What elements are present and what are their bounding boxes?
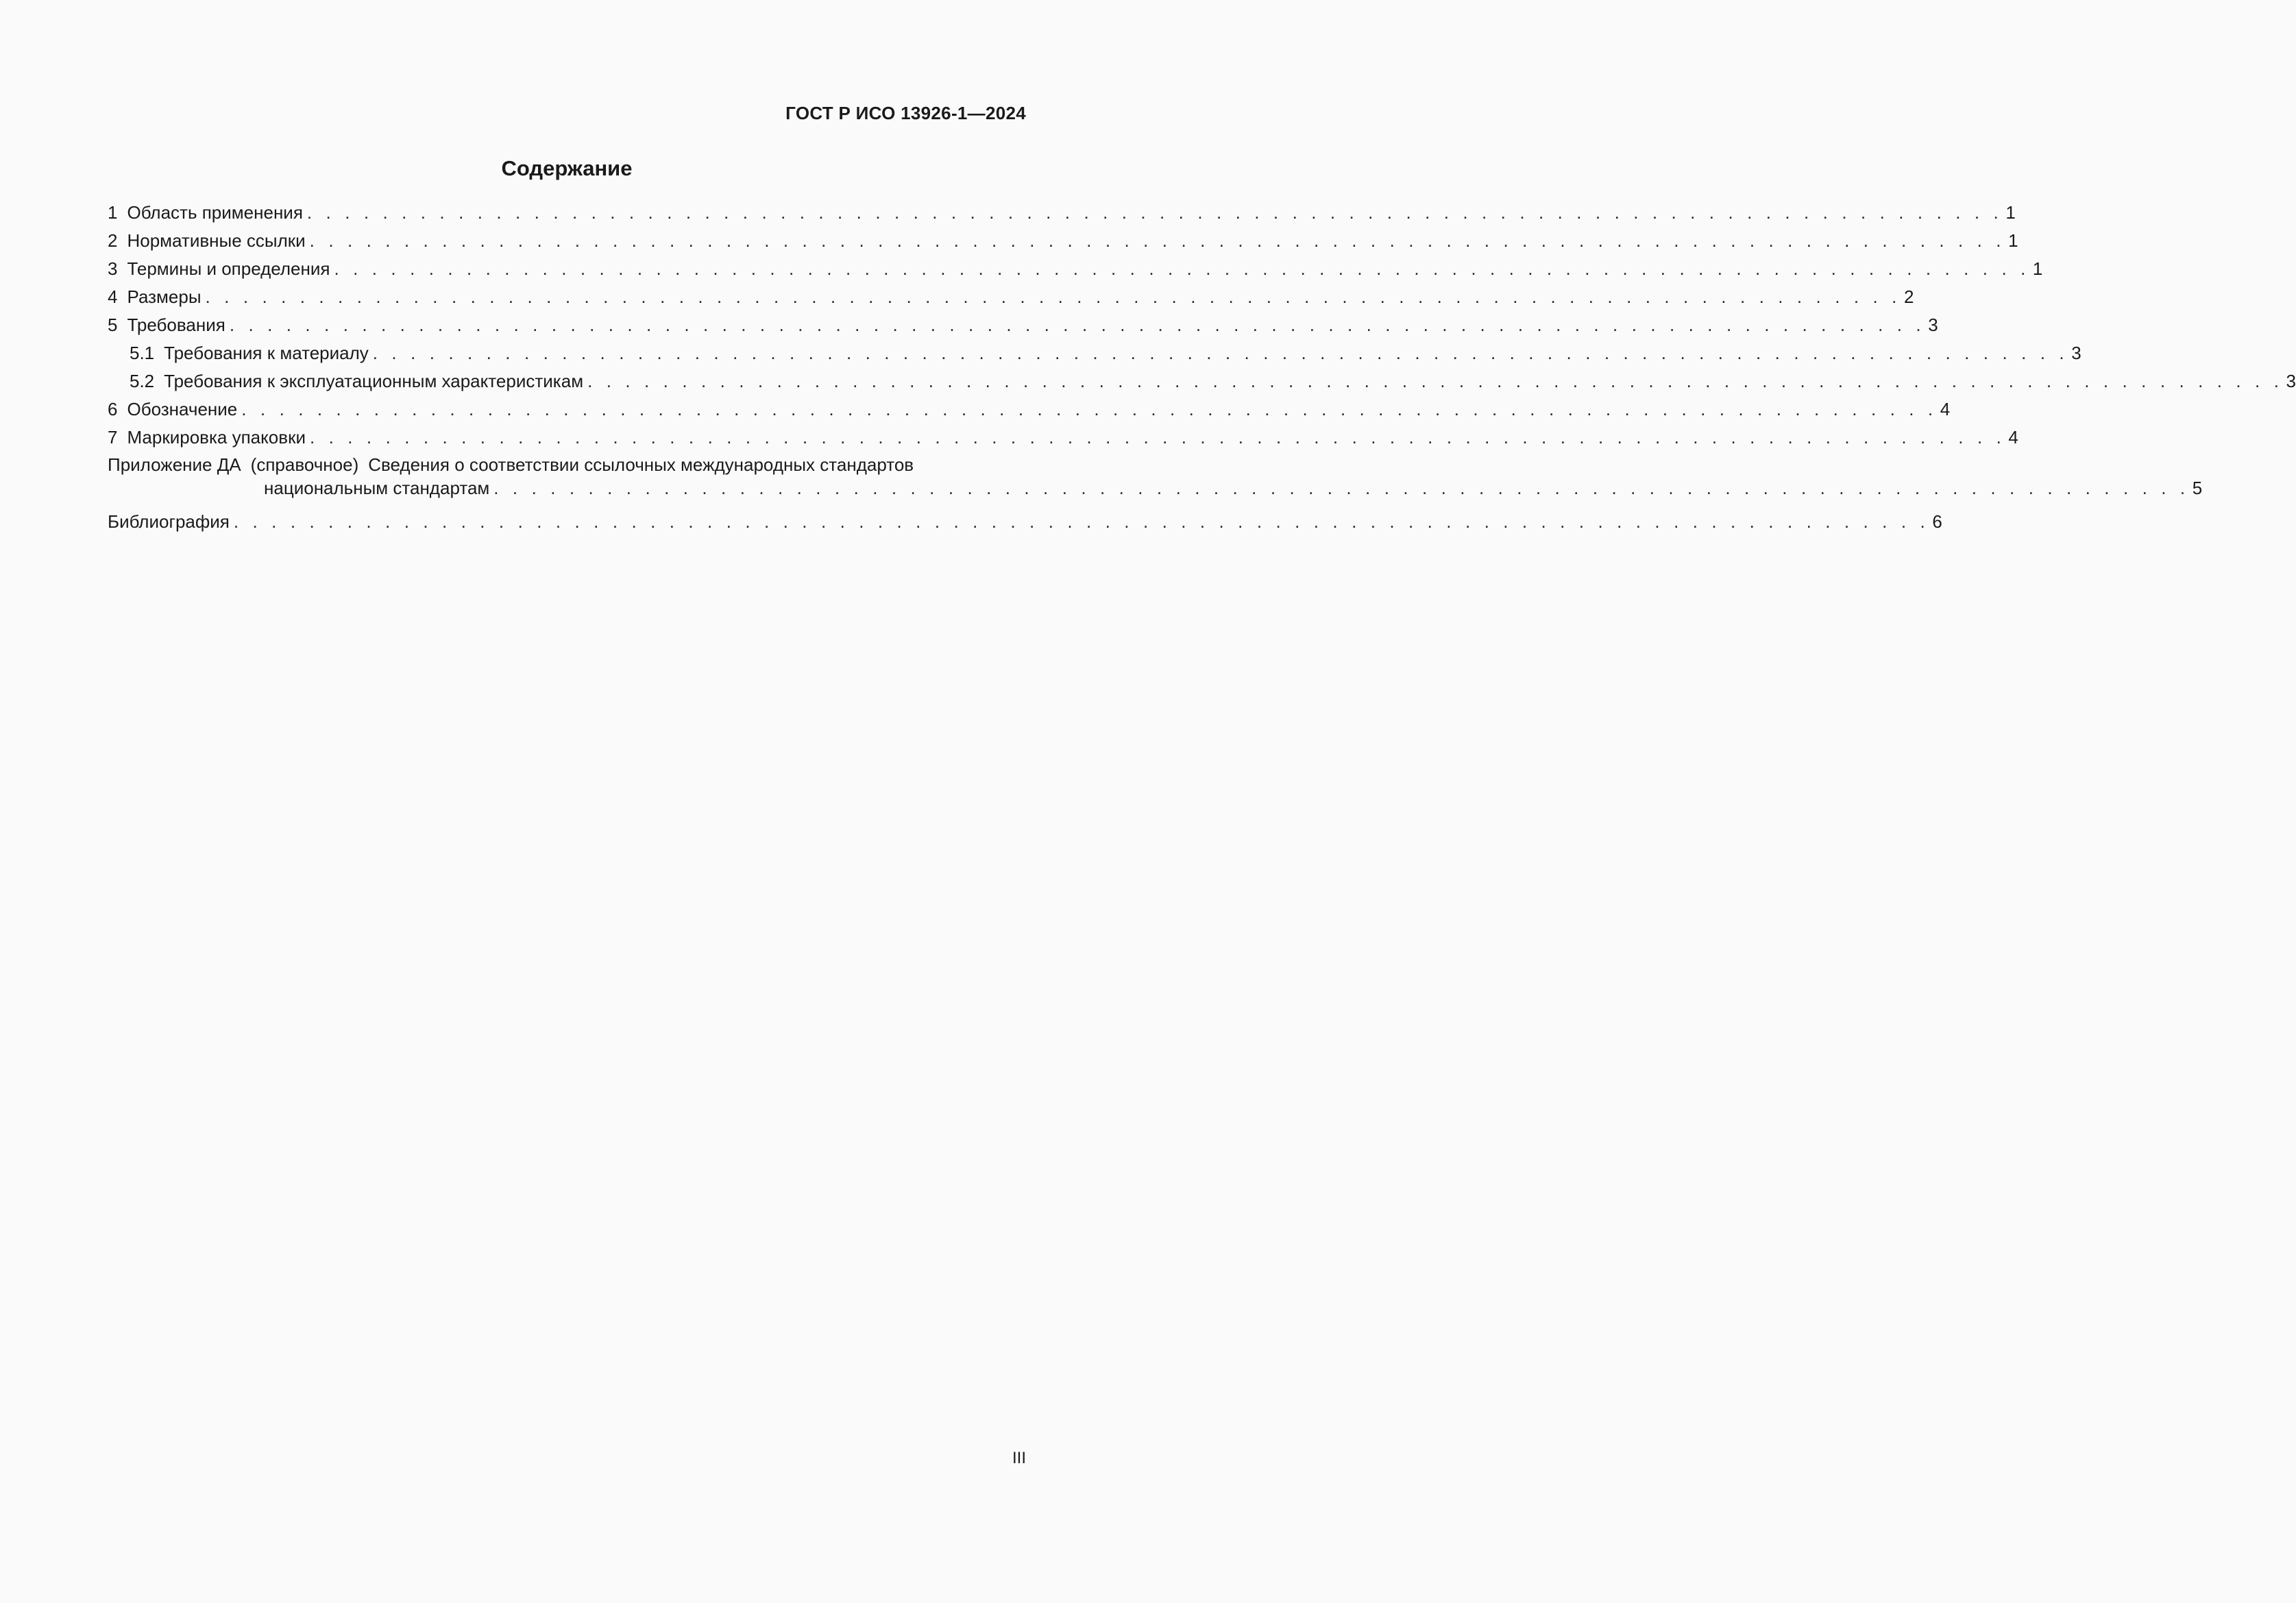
toc-entry-page: 2 bbox=[1903, 286, 1914, 307]
toc-entry-annex-da[interactable] bbox=[108, 452, 2203, 508]
toc-entry-scope[interactable] bbox=[108, 199, 2016, 227]
toc-entry-bibliography[interactable] bbox=[108, 508, 1942, 536]
toc-entry-dimensions[interactable] bbox=[108, 283, 1914, 311]
annex-title-line1: Сведения о соответствии ссылочных международных стандартов bbox=[368, 454, 914, 475]
toc-leader-dots: . . . . . . . . . . . . . . . . . . . . . . . . . . . . . . . . . . . . . . . . . . . . . . . . . . . . . . . . . . . . . . . . . . . . . . . . . . . . . . . . . . . . . . . . . . bbox=[493, 478, 2190, 498]
toc-entry-title: Требования к эксплуатационным характеристикам bbox=[164, 371, 584, 391]
toc-entry-page: 6 bbox=[1932, 511, 1942, 532]
toc-leader-dots: . . . . . . . . . . . . . . . . . . . . . . . . . . . . . . . . . . . . . . . . . . . . . . . . . . . . . . . . . . . . . . . . . . . . . . . . . . . . . . . . . . . . . . . . . . bbox=[587, 371, 2284, 391]
toc-entry-number: 5.1 bbox=[130, 343, 155, 363]
toc-entry-title: Обозначение bbox=[127, 399, 238, 419]
annex-kind: (справочное) bbox=[250, 454, 359, 475]
annex-label: Приложение ДА bbox=[108, 454, 241, 475]
toc-entry-number: 5.2 bbox=[130, 371, 155, 391]
toc-entry-normative-references[interactable] bbox=[108, 227, 2018, 255]
toc-entry-title: Нормативные ссылки bbox=[127, 230, 306, 251]
toc-entry-designation[interactable] bbox=[108, 395, 1951, 424]
toc-leader-dots: . . . . . . . . . . . . . . . . . . . . . . . . . . . . . . . . . . . . . . . . . . . . . . . . . . . . . . . . . . . . . . . . . . . . . . . . . . . . . . . . . . . . . . . . . . bbox=[372, 343, 2069, 363]
toc-entry-title: Маркировка упаковки bbox=[127, 427, 306, 448]
toc-entry-terms[interactable] bbox=[108, 255, 2043, 283]
toc-leader-dots: . . . . . . . . . . . . . . . . . . . . . . . . . . . . . . . . . . . . . . . . . . . . . . . . . . . . . . . . . . . . . . . . . . . . . . . . . . . . . . . . . . . . . . . . . . bbox=[334, 258, 2030, 279]
toc-leader-dots: . . . . . . . . . . . . . . . . . . . . . . . . . . . . . . . . . . . . . . . . . . . . . . . . . . . . . . . . . . . . . . . . . . . . . . . . . . . . . . . . . . . . . . . . . . bbox=[309, 427, 2006, 448]
toc-entry-page: 1 bbox=[2032, 258, 2043, 279]
toc-entry-number: 5 bbox=[108, 315, 118, 335]
toc-leader-dots: . . . . . . . . . . . . . . . . . . . . . . . . . . . . . . . . . . . . . . . . . . . . . . . . . . . . . . . . . . . . . . . . . . . . . . . . . . . . . . . . . . . . . . . . . . bbox=[309, 230, 2006, 251]
toc-entry-title: Размеры bbox=[127, 286, 201, 307]
toc-entry-page: 4 bbox=[2008, 427, 2018, 448]
toc-entry-number: 1 bbox=[108, 202, 118, 223]
toc-entry-number: 2 bbox=[108, 230, 118, 251]
toc-entry-title: Требования к материалу bbox=[164, 343, 369, 363]
toc-entry-page: 3 bbox=[2286, 371, 2296, 391]
toc-entry-page: 5 bbox=[2192, 478, 2203, 498]
toc-entry-page: 3 bbox=[1928, 315, 1938, 335]
toc-entry-number: 4 bbox=[108, 286, 118, 307]
document-code: ГОСТ Р ИСО 13926-1—2024 bbox=[785, 103, 1026, 123]
toc-leader-dots: . . . . . . . . . . . . . . . . . . . . . . . . . . . . . . . . . . . . . . . . . . . . . . . . . . . . . . . . . . . . . . . . . . . . . . . . . . . . . . . . . . . . . . . . . . bbox=[205, 286, 1901, 307]
toc-leader-dots: . . . . . . . . . . . . . . . . . . . . . . . . . . . . . . . . . . . . . . . . . . . . . . . . . . . . . . . . . . . . . . . . . . . . . . . . . . . . . . . . . . . . . . . . . . bbox=[229, 315, 1926, 335]
toc-entry-number: 3 bbox=[108, 258, 118, 279]
toc-entry-number: 6 bbox=[108, 399, 118, 419]
toc-entry-page: 1 bbox=[2008, 230, 2018, 251]
toc-entry-page: 4 bbox=[1940, 399, 1951, 419]
toc-entry-requirements[interactable] bbox=[108, 311, 1938, 339]
toc-title: Содержание bbox=[501, 156, 633, 180]
toc-entry-page: 3 bbox=[2071, 343, 2081, 363]
toc-entry-title: Требования bbox=[127, 315, 225, 335]
toc-entry-packaging-marking[interactable] bbox=[108, 424, 2018, 452]
table-of-contents bbox=[108, 199, 2296, 536]
toc-entry-number: 7 bbox=[108, 427, 118, 448]
page-number: III bbox=[1012, 1449, 1026, 1467]
toc-entry-performance-requirements[interactable] bbox=[108, 367, 2296, 395]
toc-entry-title: Библиография bbox=[108, 511, 230, 532]
annex-title-line2: национальным стандартам bbox=[264, 478, 490, 498]
toc-leader-dots: . . . . . . . . . . . . . . . . . . . . . . . . . . . . . . . . . . . . . . . . . . . . . . . . . . . . . . . . . . . . . . . . . . . . . . . . . . . . . . . . . . . . . . . . . . bbox=[306, 202, 2003, 223]
toc-leader-dots: . . . . . . . . . . . . . . . . . . . . . . . . . . . . . . . . . . . . . . . . . . . . . . . . . . . . . . . . . . . . . . . . . . . . . . . . . . . . . . . . . . . . . . . . . . bbox=[241, 399, 1938, 419]
toc-entry-title: Область применения bbox=[127, 202, 303, 223]
toc-entry-material-requirements[interactable] bbox=[108, 339, 2081, 367]
toc-entry-title: Термины и определения bbox=[127, 258, 330, 279]
toc-leader-dots: . . . . . . . . . . . . . . . . . . . . . . . . . . . . . . . . . . . . . . . . . . . . . . . . . . . . . . . . . . . . . . . . . . . . . . . . . . . . . . . . . . . . . . . . . . bbox=[233, 511, 1930, 532]
toc-entry-page: 1 bbox=[2005, 202, 2016, 223]
